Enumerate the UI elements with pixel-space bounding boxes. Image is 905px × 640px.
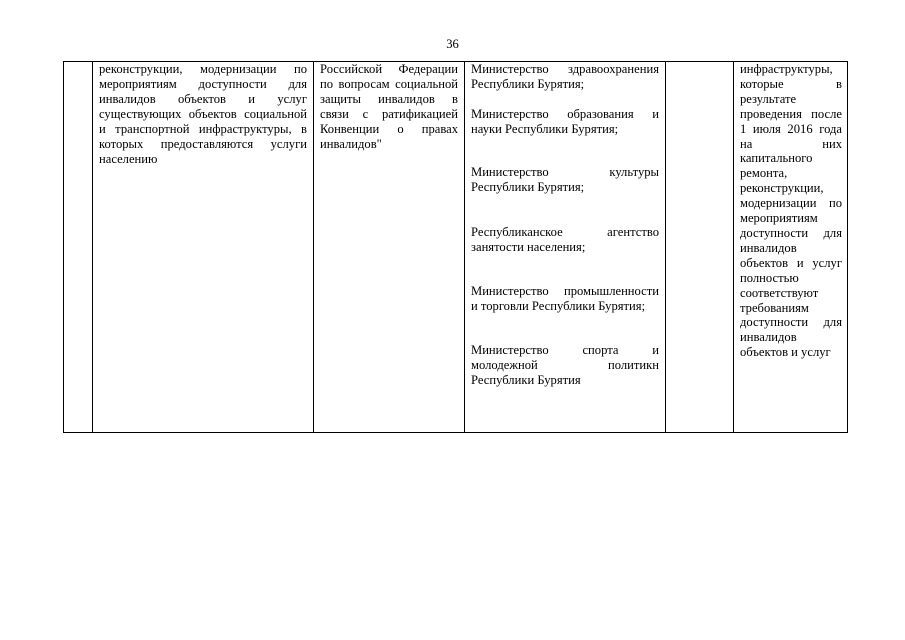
text-line: инвалидов объектов и услуг (99, 92, 307, 106)
executor-entry (471, 107, 659, 137)
text-line: результате (740, 91, 797, 106)
text-line: 1 июля 2016 года (740, 121, 842, 136)
text-line: Республики Бурятия; (471, 180, 585, 194)
text-line: доступности для (740, 225, 842, 240)
text-line: модернизации по (740, 196, 842, 211)
text-line: молодежной политикн (471, 358, 659, 372)
text-line: существующих объектов социальной (99, 107, 307, 121)
text-line: Министерство промышленности (471, 284, 659, 298)
executor-entry (471, 165, 659, 195)
text-line: по вопросам социальной (320, 77, 458, 91)
text-line: мероприятиям доступности для (99, 77, 307, 91)
text-line: реконструкции, (740, 181, 824, 196)
text-line: капитального (740, 151, 813, 166)
text-line: требованиям (740, 300, 809, 315)
text-line: реконструкции, модернизации по (99, 62, 307, 76)
text-line: Министерство спорта и (471, 343, 659, 357)
page-number: 36 (446, 37, 459, 51)
text-line: Министерство культуры (471, 165, 659, 179)
text-line: науки Республики Бурятия; (471, 122, 619, 136)
text-line: объектов и услуг (740, 345, 831, 360)
text-line: Республики Бурятия; (471, 77, 585, 91)
text-line: полностью (740, 270, 799, 285)
table-cell-number (64, 62, 92, 432)
text-line: инвалидов" (320, 137, 382, 151)
text-line: Конвенции о правах (320, 122, 458, 136)
text-line: на них (740, 136, 842, 151)
text-line: соответствуют (740, 285, 819, 300)
table-cell-deadline (665, 62, 733, 432)
text-line: связи с ратификацией (320, 107, 458, 121)
text-line: Республики Бурятия (471, 373, 581, 387)
table-cell-responsible-executors (464, 62, 665, 432)
text-line: занятости населения; (471, 240, 586, 254)
table-cell-legal-basis (313, 62, 464, 432)
text-line: проведения после (740, 106, 842, 121)
text-line: населению (99, 152, 158, 166)
text-line: Министерство образования и (471, 107, 659, 121)
text-line: инвалидов (740, 330, 797, 345)
text-line: Министерство здравоохранения (471, 62, 659, 76)
text-line: и транспортной инфраструктуры, в (99, 122, 307, 136)
text-line: Республиканское агентство (471, 225, 659, 239)
text-line: Российской Федерации (320, 62, 458, 76)
text-line: которые в (740, 76, 842, 91)
table-cell-expected-result (733, 62, 847, 432)
executor-entry (471, 284, 659, 314)
executor-entry (471, 225, 659, 255)
text-line: объектов и услуг (740, 255, 842, 270)
executor-entry (471, 62, 659, 92)
text-line: ремонта, (740, 166, 788, 181)
text-line: инвалидов (740, 240, 797, 255)
text-line: инфраструктуры, (740, 62, 833, 76)
text-line: мероприятиям (740, 211, 818, 226)
text-line: доступности для (740, 315, 842, 330)
table-cell-measure-description (92, 62, 313, 432)
document-table (63, 61, 848, 433)
executor-entry (471, 343, 659, 388)
text-line: которых предоставляются услуги (99, 137, 307, 151)
text-line: защиты инвалидов в (320, 92, 458, 106)
text-line: и торговли Республики Бурятия; (471, 299, 646, 313)
